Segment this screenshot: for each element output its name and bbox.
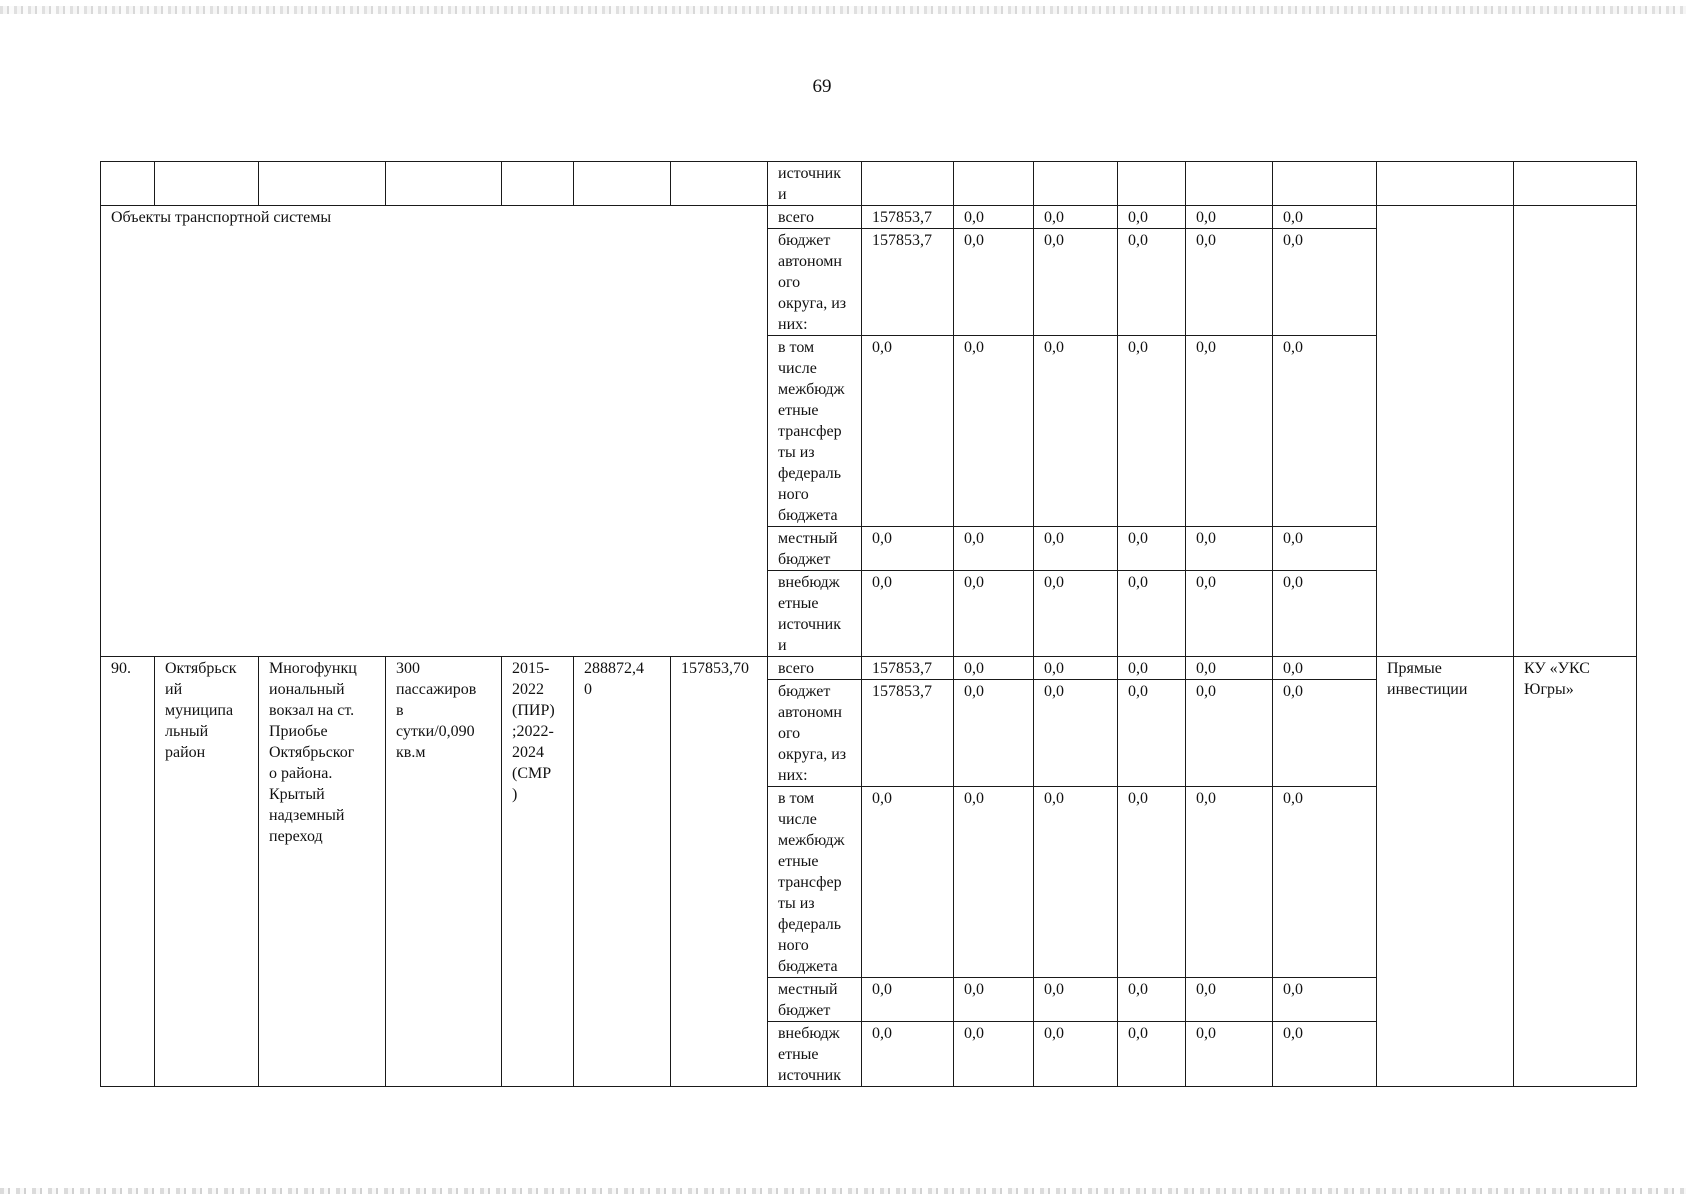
remaining-cost-cell: 157853,70 bbox=[671, 657, 768, 1087]
value-cell: 0,0 bbox=[1034, 336, 1118, 527]
empty-cell bbox=[1377, 206, 1514, 657]
value-cell: 0,0 bbox=[954, 571, 1034, 657]
value-cell: 0,0 bbox=[954, 787, 1034, 978]
value-cell: 0,0 bbox=[1034, 206, 1118, 229]
empty-cell bbox=[155, 162, 259, 206]
value-cell: 0,0 bbox=[1118, 527, 1186, 571]
source-header-cell: источник и bbox=[768, 162, 862, 206]
value-cell: 0,0 bbox=[1273, 1022, 1377, 1087]
value-cell: 0,0 bbox=[1273, 229, 1377, 336]
empty-cell bbox=[1514, 206, 1637, 657]
value-cell: 0,0 bbox=[1118, 206, 1186, 229]
value-cell: 0,0 bbox=[1273, 336, 1377, 527]
value-cell: 0,0 bbox=[1186, 527, 1273, 571]
value-cell: 0,0 bbox=[862, 527, 954, 571]
value-cell: 0,0 bbox=[1034, 527, 1118, 571]
value-cell: 157853,7 bbox=[862, 657, 954, 680]
scan-edge-top bbox=[0, 6, 1686, 14]
value-cell: 0,0 bbox=[1186, 680, 1273, 787]
group-title-cell bbox=[101, 206, 768, 657]
value-cell: 157853,7 bbox=[862, 680, 954, 787]
estimated-cost-cell: 288872,4 0 bbox=[574, 657, 671, 1087]
value-cell: 0,0 bbox=[954, 206, 1034, 229]
source-cell: всего bbox=[768, 206, 862, 229]
empty-cell bbox=[1186, 162, 1273, 206]
customer-cell: КУ «УКС Югры» bbox=[1514, 657, 1637, 1087]
source-cell: местный бюджет bbox=[768, 978, 862, 1022]
value-cell: 0,0 bbox=[1034, 657, 1118, 680]
value-cell: 0,0 bbox=[862, 1022, 954, 1087]
empty-cell bbox=[1377, 162, 1514, 206]
capacity-cell: 300 пассажиров в сутки/0,090 кв.м bbox=[386, 657, 502, 1087]
value-cell: 0,0 bbox=[1034, 680, 1118, 787]
value-cell: 0,0 bbox=[1118, 680, 1186, 787]
object-name-cell: Многофункц иональный вокзал на ст. Приобье Октябрьског о района. Крытый надземный переход bbox=[259, 657, 386, 1087]
value-cell: 0,0 bbox=[954, 680, 1034, 787]
empty-cell bbox=[259, 162, 386, 206]
value-cell: 0,0 bbox=[954, 336, 1034, 527]
group-title: Объекты транспортной системы bbox=[111, 209, 332, 226]
source-cell: бюджет автономн ого округа, из них: bbox=[768, 680, 862, 787]
empty-cell bbox=[954, 162, 1034, 206]
value-cell: 0,0 bbox=[1273, 787, 1377, 978]
value-cell: 0,0 bbox=[1034, 1022, 1118, 1087]
empty-cell bbox=[862, 162, 954, 206]
item-number-cell: 90. bbox=[101, 657, 155, 1087]
value-cell: 0,0 bbox=[1118, 571, 1186, 657]
value-cell: 0,0 bbox=[1118, 978, 1186, 1022]
value-cell: 0,0 bbox=[1273, 657, 1377, 680]
value-cell: 0,0 bbox=[1118, 1022, 1186, 1087]
value-cell: 0,0 bbox=[1186, 206, 1273, 229]
value-cell: 0,0 bbox=[862, 571, 954, 657]
header-row bbox=[101, 162, 1637, 206]
empty-cell bbox=[671, 162, 768, 206]
source-cell: местный бюджет bbox=[768, 527, 862, 571]
value-cell: 0,0 bbox=[1034, 978, 1118, 1022]
value-cell: 0,0 bbox=[1186, 787, 1273, 978]
period-cell: 2015- 2022 (ПИР) ;2022- 2024 (СМР ) bbox=[502, 657, 574, 1087]
source-cell: всего bbox=[768, 657, 862, 680]
value-cell: 0,0 bbox=[1273, 978, 1377, 1022]
value-cell: 0,0 bbox=[1034, 571, 1118, 657]
value-cell: 0,0 bbox=[862, 336, 954, 527]
empty-cell bbox=[1118, 162, 1186, 206]
investment-table bbox=[100, 161, 1637, 1087]
value-cell: 0,0 bbox=[1273, 206, 1377, 229]
value-cell: 0,0 bbox=[1186, 657, 1273, 680]
value-cell: 0,0 bbox=[1186, 571, 1273, 657]
value-cell: 0,0 bbox=[954, 657, 1034, 680]
source-cell: внебюдж етные источник bbox=[768, 1022, 862, 1087]
value-cell: 157853,7 bbox=[862, 229, 954, 336]
value-cell: 0,0 bbox=[954, 978, 1034, 1022]
value-cell: 0,0 bbox=[1186, 1022, 1273, 1087]
empty-cell bbox=[1514, 162, 1637, 206]
value-cell: 0,0 bbox=[1273, 571, 1377, 657]
value-cell: 0,0 bbox=[1118, 657, 1186, 680]
value-cell: 0,0 bbox=[954, 229, 1034, 336]
value-cell: 0,0 bbox=[1186, 229, 1273, 336]
value-cell: 0,0 bbox=[1186, 336, 1273, 527]
source-cell: в том числе межбюдж етные трансфер ты из федераль ного бюджета bbox=[768, 787, 862, 978]
mechanism-cell: Прямые инвестиции bbox=[1377, 657, 1514, 1087]
source-cell: в том числе межбюдж етные трансфер ты из федераль ного бюджета bbox=[768, 336, 862, 527]
municipality-cell: Октябрьск ий муниципа льный район bbox=[155, 657, 259, 1087]
value-cell: 0,0 bbox=[1034, 787, 1118, 978]
value-cell: 0,0 bbox=[1118, 336, 1186, 527]
item-row-total bbox=[101, 657, 1637, 680]
value-cell: 0,0 bbox=[862, 787, 954, 978]
group-row-total bbox=[101, 206, 1637, 229]
empty-cell bbox=[386, 162, 502, 206]
value-cell: 0,0 bbox=[862, 978, 954, 1022]
empty-cell bbox=[1034, 162, 1118, 206]
value-cell: 0,0 bbox=[954, 527, 1034, 571]
value-cell: 0,0 bbox=[1118, 787, 1186, 978]
page-number: 69 bbox=[812, 76, 832, 97]
value-cell: 0,0 bbox=[1186, 978, 1273, 1022]
empty-cell bbox=[574, 162, 671, 206]
empty-cell bbox=[1273, 162, 1377, 206]
scan-edge-bottom bbox=[0, 1188, 1686, 1194]
value-cell: 0,0 bbox=[1273, 527, 1377, 571]
source-cell: внебюдж етные источник и bbox=[768, 571, 862, 657]
value-cell: 0,0 bbox=[1273, 680, 1377, 787]
empty-cell bbox=[502, 162, 574, 206]
value-cell: 0,0 bbox=[1118, 229, 1186, 336]
value-cell: 0,0 bbox=[1034, 229, 1118, 336]
empty-cell bbox=[101, 162, 155, 206]
value-cell: 157853,7 bbox=[862, 206, 954, 229]
source-cell: бюджет автономн ого округа, из них: bbox=[768, 229, 862, 336]
value-cell: 0,0 bbox=[954, 1022, 1034, 1087]
